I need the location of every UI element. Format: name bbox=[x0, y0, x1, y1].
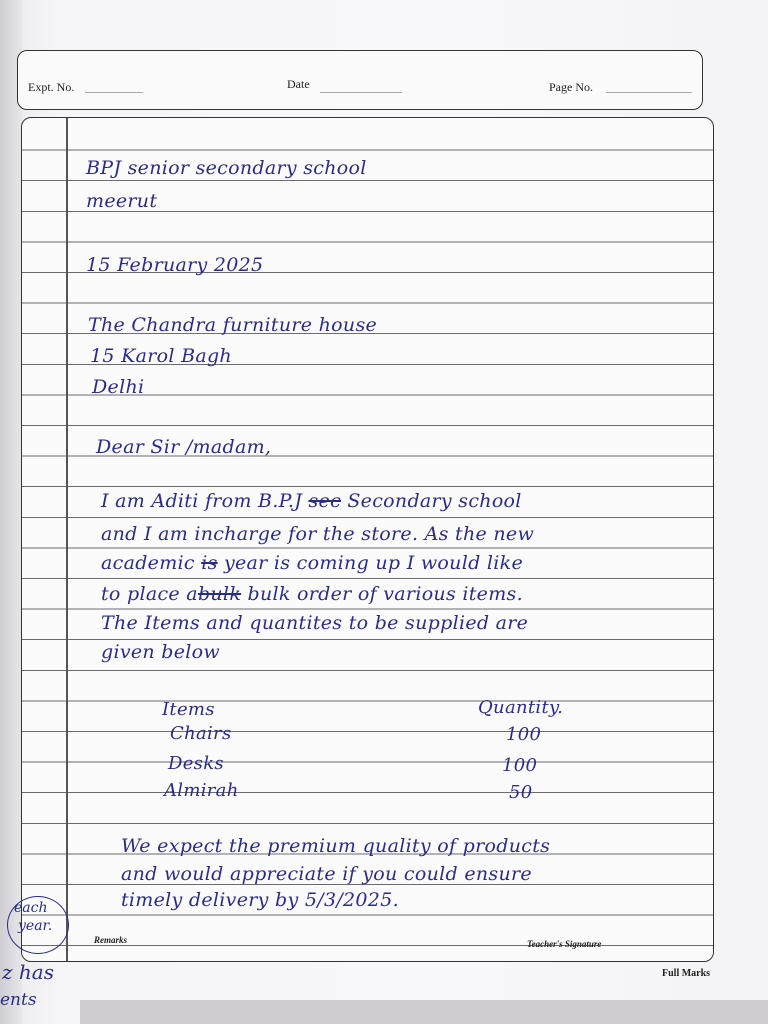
header-box bbox=[17, 50, 703, 110]
margin-note-ents: ents bbox=[0, 990, 37, 1010]
page-no-line bbox=[606, 92, 692, 93]
letter-date: 15 February 2025 bbox=[86, 254, 264, 276]
table-item: Desks bbox=[168, 753, 224, 774]
table-item: Almirah bbox=[164, 780, 239, 801]
recipient-street: 15 Karol Bagh bbox=[90, 345, 232, 367]
date-line bbox=[320, 92, 402, 93]
expt-no-line bbox=[85, 92, 143, 93]
margin-note-has: z has bbox=[2, 960, 54, 984]
closing-line-1: We expect the premium quality of products bbox=[121, 835, 551, 857]
table-quantity: 100 bbox=[506, 724, 542, 745]
struck-word: sec bbox=[308, 490, 342, 512]
table-quantity: 50 bbox=[509, 782, 533, 803]
page-no-label: Page No. bbox=[549, 80, 593, 94]
body-line-4: to place abulk bulk order of various items. bbox=[101, 583, 523, 605]
body-line-2: and I am incharge for the store. As the new bbox=[101, 523, 535, 545]
body-line-5: The Items and quantites to be supplied are bbox=[101, 612, 529, 634]
sender-school-name: BPJ senior secondary school bbox=[86, 157, 367, 179]
struck-word: bulk bbox=[197, 583, 242, 605]
body-line-3: academic is year is coming up I would like bbox=[101, 552, 523, 574]
full-marks-label: Full Marks bbox=[662, 968, 711, 979]
salutation: Dear Sir /madam, bbox=[96, 436, 272, 458]
body-line-6: given below bbox=[101, 641, 220, 663]
page-binding-shadow bbox=[0, 0, 22, 1024]
closing-line-2: and would appreciate if you could ensure bbox=[121, 863, 532, 885]
teacher-signature-label: Teacher's Signature bbox=[527, 939, 602, 949]
body-line-1: I am Aditi from B.P.J sec Secondary school bbox=[101, 490, 522, 512]
page-bottom-edge bbox=[80, 1000, 768, 1024]
remarks-label: Remarks bbox=[94, 935, 128, 945]
table-item: Chairs bbox=[170, 723, 232, 744]
margin-line bbox=[66, 118, 68, 962]
expt-no-label: Expt. No. bbox=[28, 80, 75, 94]
table-quantity: 100 bbox=[502, 755, 538, 776]
margin-note-each: each bbox=[14, 900, 48, 916]
date-label: Date bbox=[287, 77, 310, 91]
sender-city: meerut bbox=[86, 190, 158, 212]
recipient-name: The Chandra furniture house bbox=[88, 314, 378, 336]
table-header-items: Items bbox=[162, 699, 215, 720]
table-header-quantity: Quantity. bbox=[478, 697, 564, 718]
margin-note-year: year. bbox=[18, 918, 53, 934]
struck-word: is bbox=[201, 552, 218, 574]
recipient-city: Delhi bbox=[92, 376, 145, 398]
closing-line-3: timely delivery by 5/3/2025. bbox=[121, 889, 399, 911]
